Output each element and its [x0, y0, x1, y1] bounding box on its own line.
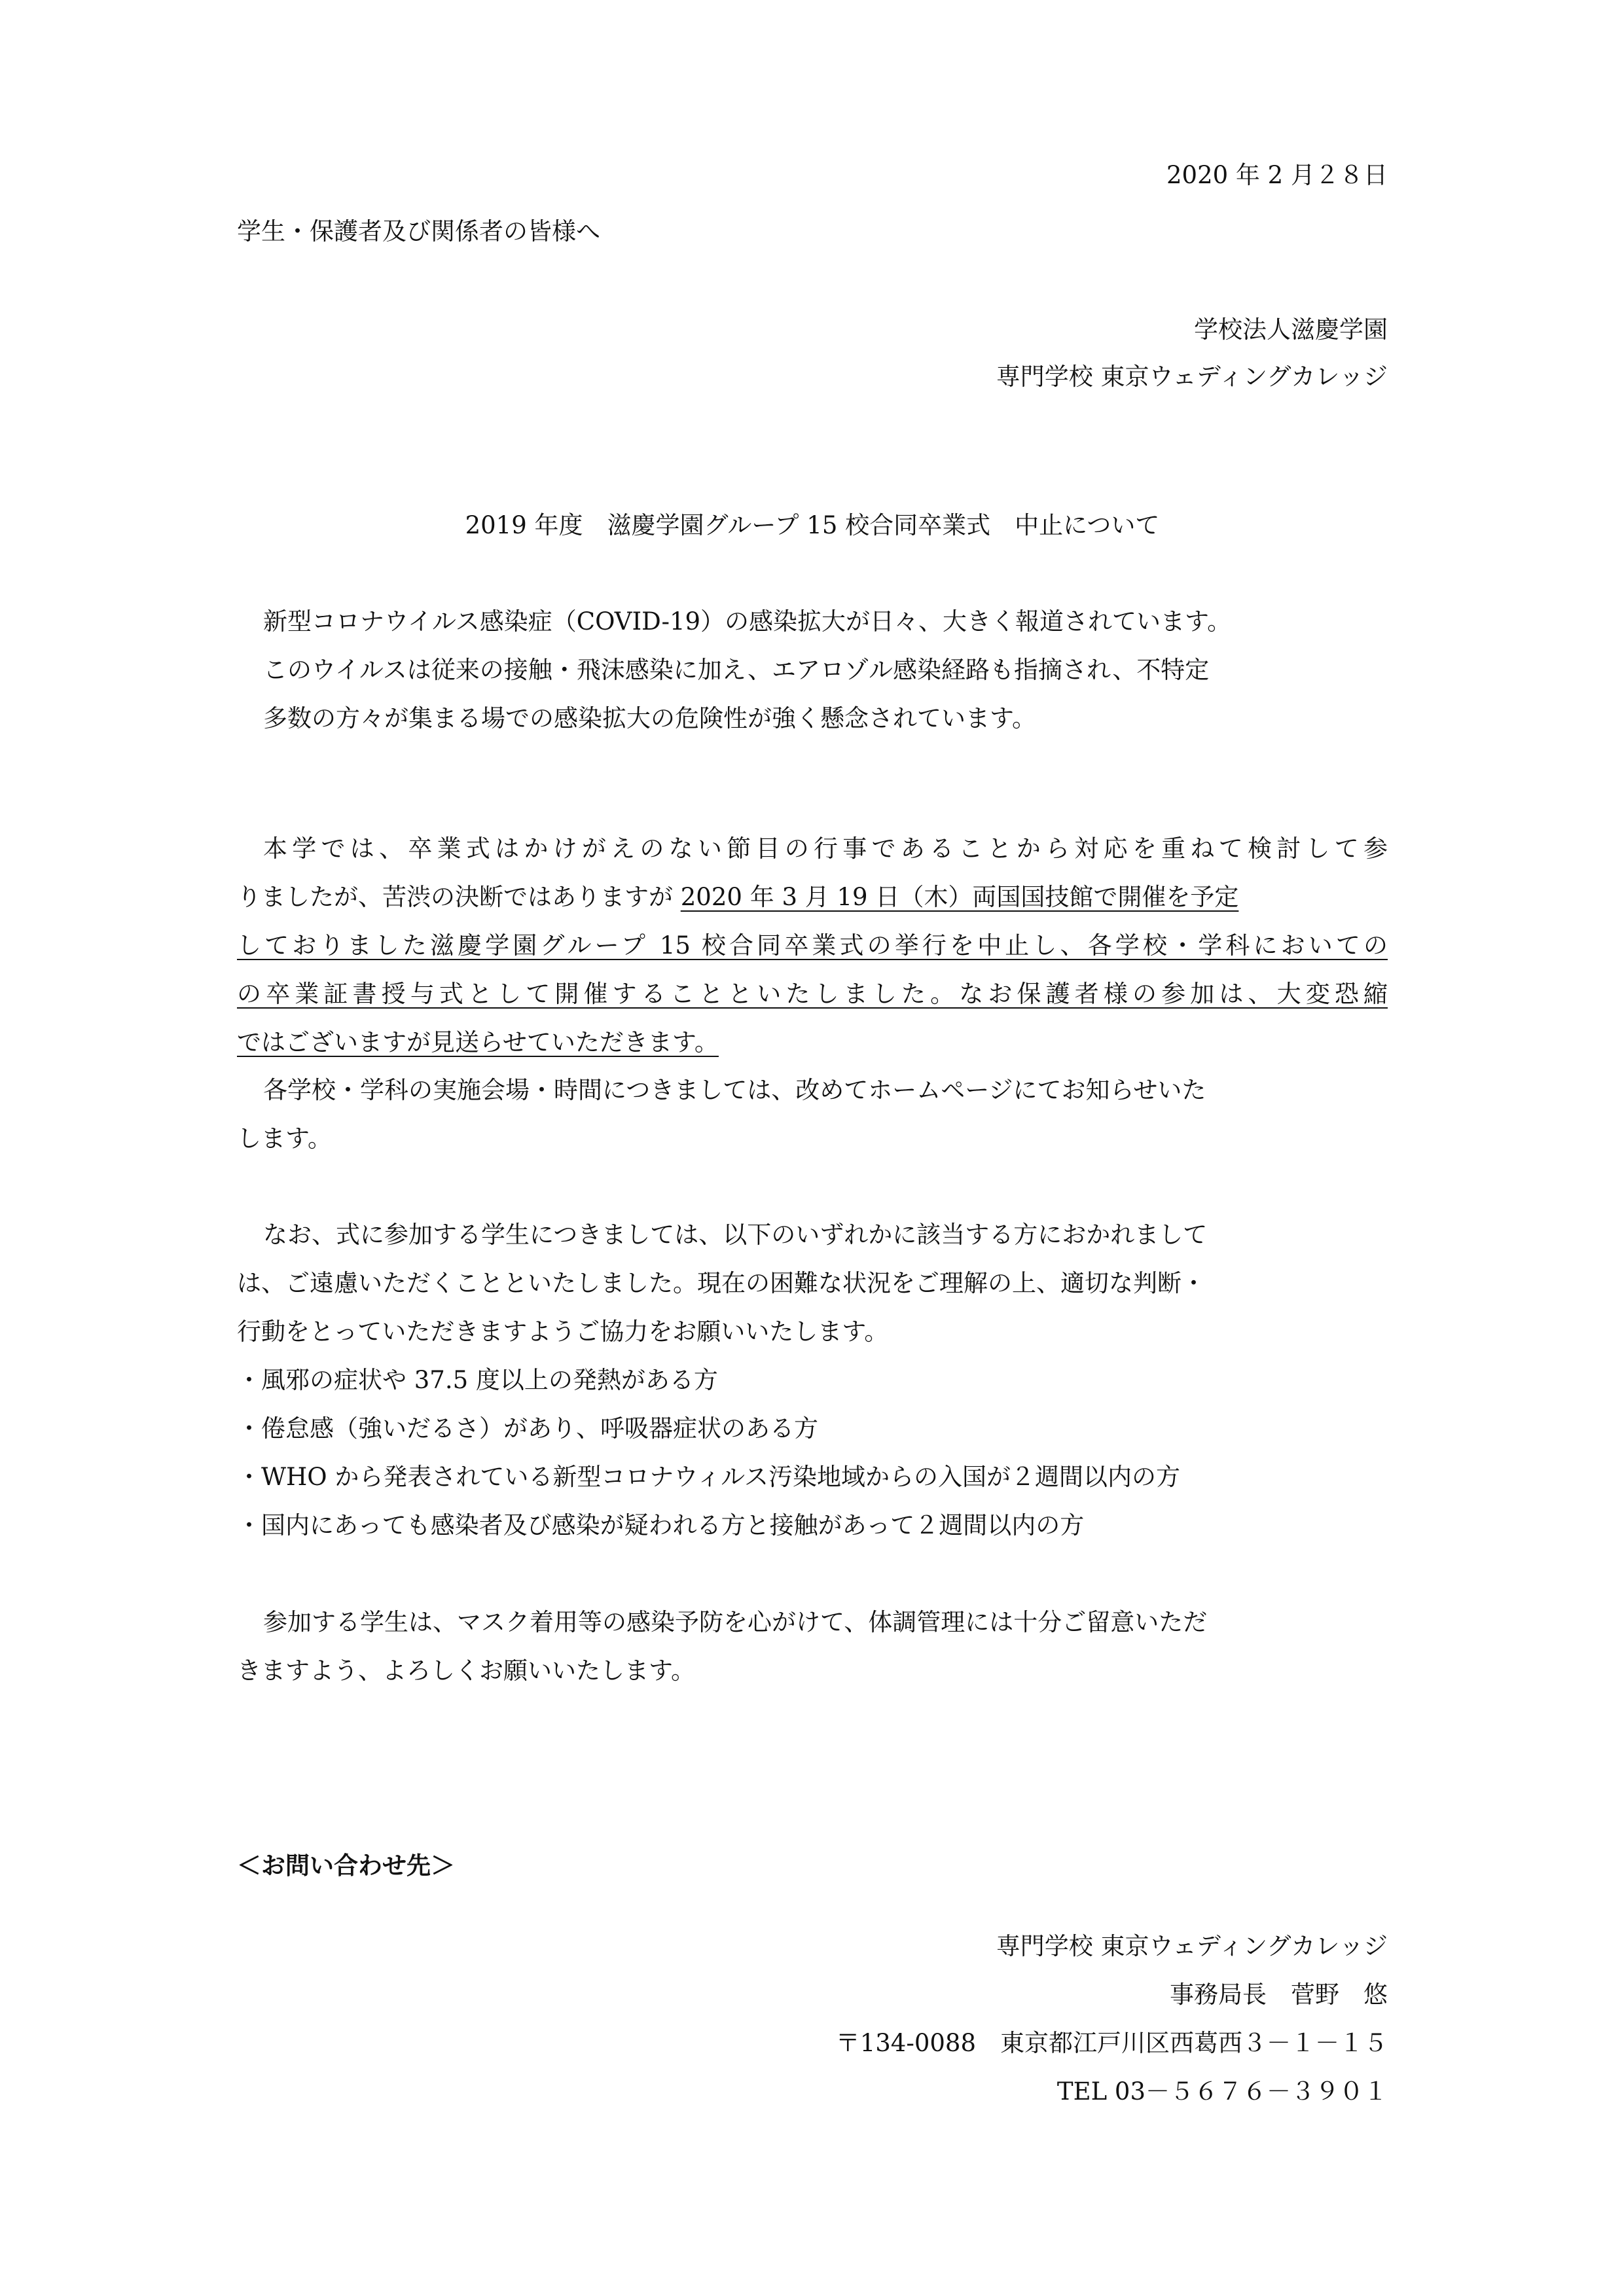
recipient-line: 学生・保護者及び関係者の皆様へ [237, 217, 600, 245]
underlined-text: 2020 年 3 月 19 日（木）両国国技館で開催を予定 [680, 883, 1239, 911]
underlined-text: ではございますが見送らせていただきます。 [237, 1028, 719, 1056]
bullet-item: ・風邪の症状や 37.5 度以上の発熱がある方 [237, 1366, 718, 1394]
bullet-item: ・倦怠感（強いだるさ）があり、呼吸器症状のある方 [237, 1414, 818, 1443]
paragraph-line: 参加する学生は、マスク着用等の感染予防を心がけて、体調管理には十分ご留意いただ [263, 1608, 1208, 1636]
paragraph-text: りましたが、苦渋の決断ではありますが [237, 883, 681, 911]
paragraph-line: このウイルスは従来の接触・飛沫感染に加え、エアロゾル感染経路も指摘され、不特定 [263, 656, 1210, 684]
contact-heading: ＜お問い合わせ先＞ [237, 1851, 455, 1880]
contact-address: 〒134-0088 東京都江戸川区西葛西３－１－１５ [835, 2029, 1388, 2057]
paragraph-line: 本学では、卒業式はかけがえのない節目の行事であることから対応を重ねて検討して参 [263, 834, 1388, 863]
underlined-text: の卒業証書授与式として開催することといたしました。なお保護者様の参加は、大変恐縮 [237, 980, 1388, 1008]
document-title: 2019 年度 滋慶学園グループ 15 校合同卒業式 中止について [465, 511, 1160, 539]
document-date: 2020 年 2 月２８日 [1166, 161, 1388, 189]
sender-organization: 学校法人滋慶学園 [1194, 315, 1388, 344]
paragraph-line: なお、式に参加する学生につきましては、以下のいずれかに該当する方におかれまして [263, 1221, 1208, 1249]
bullet-item: ・WHO から発表されている新型コロナウィルス汚染地域からの入国が２週間以内の方 [237, 1463, 1181, 1491]
paragraph-line: 多数の方々が集まる場での感染拡大の危険性が強く懸念されています。 [263, 704, 1037, 732]
paragraph-line: きますよう、よろしくお願いいたします。 [237, 1657, 696, 1685]
paragraph-line: します。 [237, 1124, 333, 1153]
paragraph-line: 各学校・学科の実施会場・時間につきましては、改めてホームページにてお知らせいた [263, 1076, 1206, 1104]
paragraph-line [237, 882, 1388, 913]
sender-school: 専門学校 東京ウェディングカレッジ [996, 363, 1388, 391]
paragraph-line: 行動をとっていただきますようご協力をお願いいたします。 [237, 1318, 889, 1346]
bullet-item: ・国内にあっても感染者及び感染が疑われる方と接触があって２週間以内の方 [237, 1511, 1085, 1539]
contact-school: 専門学校 東京ウェディングカレッジ [996, 1932, 1388, 1960]
underlined-text: しておりました滋慶学園グループ 15 校合同卒業式の挙行を中止し、各学校・学科においての [237, 931, 1388, 960]
contact-person: 事務局長 菅野 悠 [1170, 1981, 1388, 2009]
contact-tel: TEL 03－５６７６－３９０１ [1056, 2077, 1388, 2106]
paragraph-line [237, 1027, 1388, 1058]
paragraph-line: 新型コロナウイルス感染症（COVID-19）の感染拡大が日々、大きく報道されています。 [263, 607, 1232, 636]
paragraph-line: は、ご遠慮いただくことといたしました。現在の困難な状況をご理解の上、適切な判断・ [237, 1269, 1206, 1297]
